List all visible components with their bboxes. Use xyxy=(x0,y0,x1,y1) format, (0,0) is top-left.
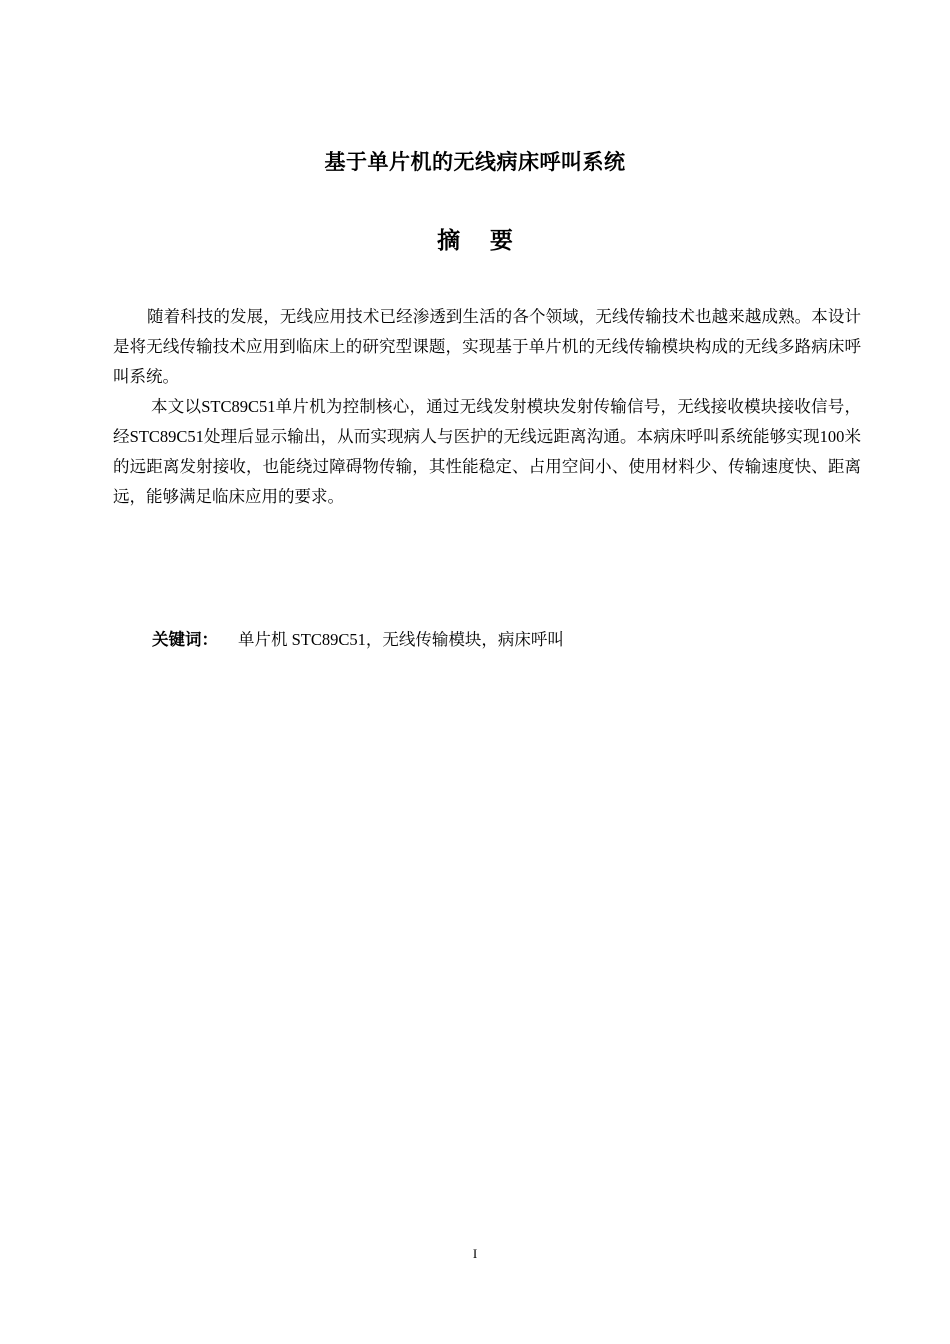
keywords-label: 关键词： xyxy=(152,630,218,649)
keywords-text: 单片机 STC89C51，无线传输模块，病床呼叫 xyxy=(238,630,564,649)
abstract-heading: 摘 要 xyxy=(437,228,525,253)
abstract-body xyxy=(113,302,861,512)
abstract-paragraph-2: 本文以STC89C51单片机为控制核心，通过无线发射模块发射传输信号，无线接收模块接收信号，经STC89C51处理后显示输出，从而实现病人与医护的无线远距离沟通。本病床呼叫系统能够实现100米的远距离发射接收，也能绕过障碍物传输，其性能稳定、占用空间小、使用材料少、传输速度快、距离远，能够满足临床应用的要求。 xyxy=(113,397,861,506)
paper-title: 基于单片机的无线病床呼叫系统 xyxy=(324,150,626,174)
abstract-paragraph-1: 随着科技的发展，无线应用技术已经渗透到生活的各个领域，无线传输技术也越来越成熟。本设计是将无线传输技术应用到临床上的研究型课题，实现基于单片机的无线传输模块构成的无线多路病床呼叫系统。 xyxy=(113,307,861,386)
page-number: I xyxy=(472,1246,478,1261)
keywords-line xyxy=(152,625,852,655)
